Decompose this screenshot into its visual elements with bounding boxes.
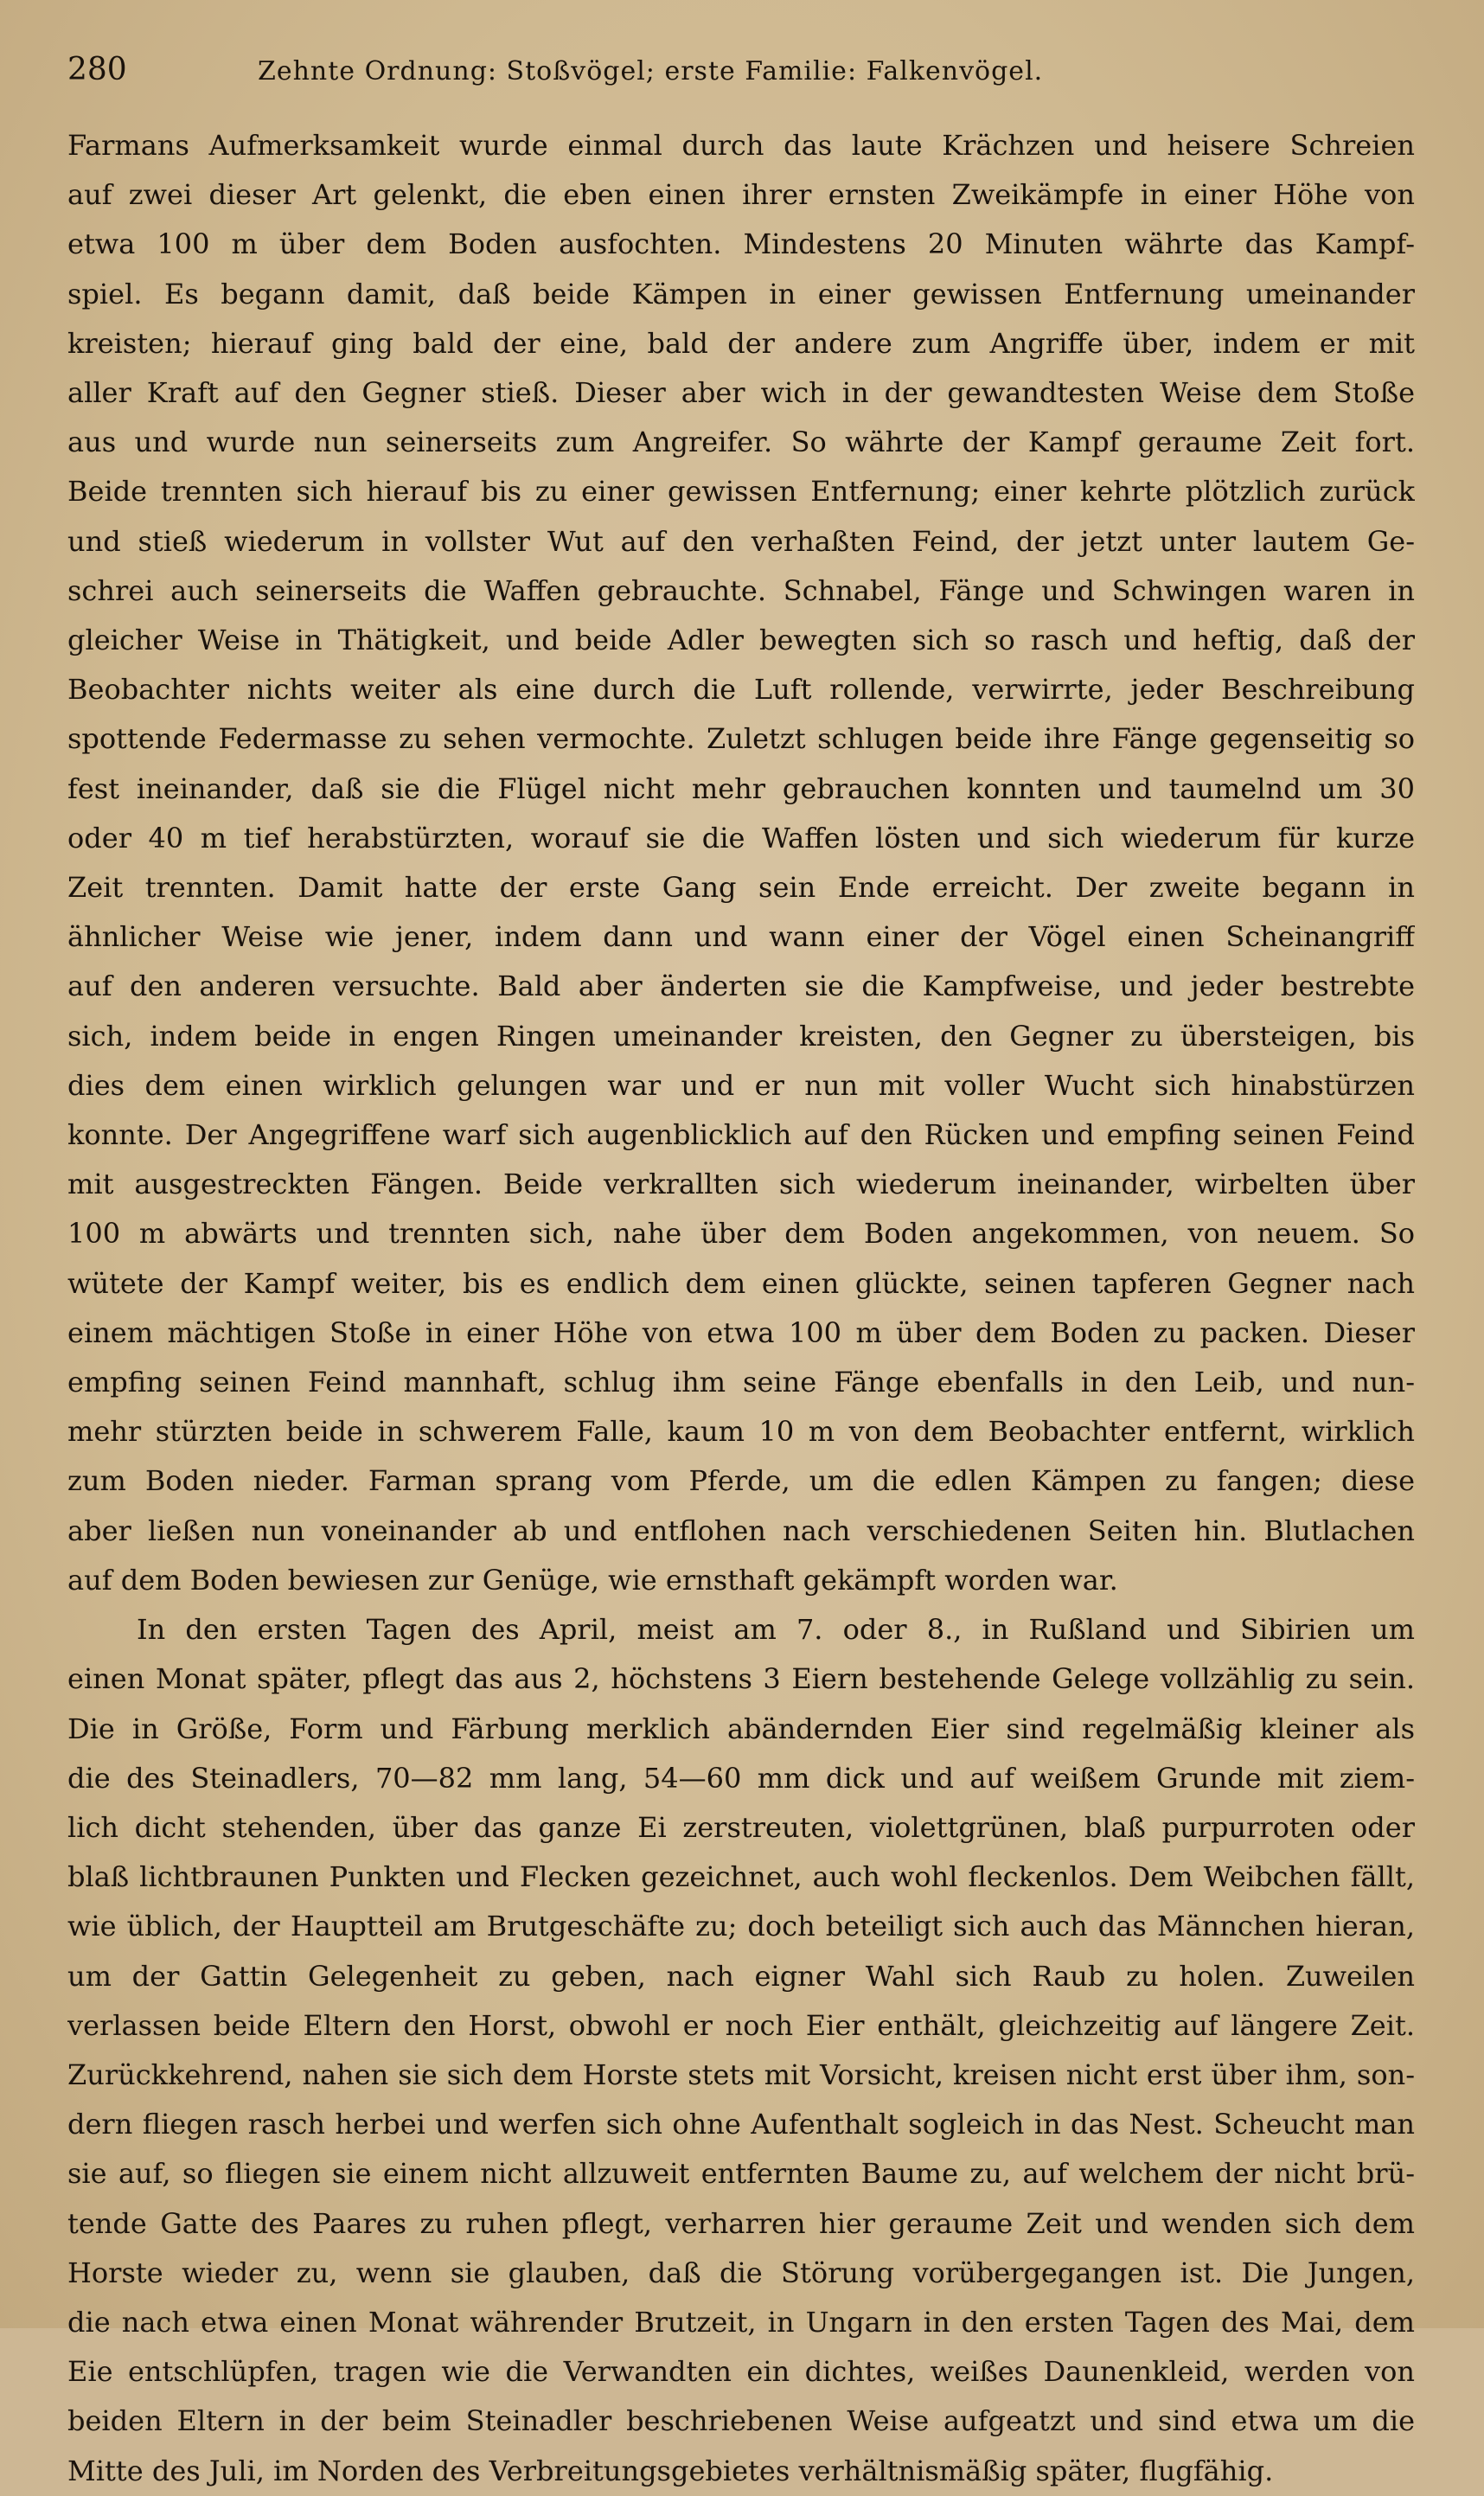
text-line: aus und wurde nun seinerseits zum Angreifer. So währte der Kampf geraume Zeit fort. (67, 426, 1415, 459)
body-text (67, 121, 1415, 2496)
text-line: wie üblich, der Hauptteil am Brutgeschäfte zu; doch beteiligt sich auch das Männchen hieran, (67, 1910, 1415, 1943)
text-line: gleicher Weise in Thätigkeit, und beide Adler bewegten sich so rasch und heftig, daß der (67, 624, 1415, 657)
text-line: sie auf, so fliegen sie einem nicht allzuweit entfernten Baume zu, auf welchem der nicht brü- (67, 2157, 1415, 2191)
text-line: mehr stürzten beide in schwerem Falle, kaum 10 m von dem Beobachter entfernt, wirklich (67, 1415, 1415, 1449)
text-line: lich dicht stehenden, über das ganze Ei zerstreuten, violettgrünen, blaß purpurroten oder (67, 1810, 1415, 1844)
text-line: mit ausgestreckten Fängen. Beide verkrallten sich wiederum ineinander, wirbelten über (67, 1168, 1415, 1201)
text-line: auf zwei dieser Art gelenkt, die eben einen ihrer ernsten Zweikämpfe in einer Höhe von (67, 178, 1415, 212)
text-line: einen Monat später, pflegt das aus 2, höchstens 3 Eiern bestehende Gelege vollzählig zu sein. (67, 1662, 1415, 1696)
text-line: aber ließen nun voneinander ab und entflohen nach verschiedenen Seiten hin. Blutlachen (67, 1514, 1415, 1547)
text-line: Beobachter nichts weiter als eine durch die Luft rollende, verwirrte, jeder Beschreibung (67, 673, 1415, 707)
text-line: Farmans Aufmerksamkeit wurde einmal durch das laute Krächzen und heisere Schreien (67, 129, 1415, 162)
text-line: zum Boden nieder. Farman sprang vom Pferde, um die edlen Kämpen zu fangen; diese (67, 1464, 1415, 1498)
text-line: einem mächtigen Stoße in einer Höhe von etwa 100 m über dem Boden zu packen. Dieser (67, 1315, 1415, 1349)
text-line: Mitte des Juli, im Norden des Verbreitungsgebietes verhältnismäßig später, flugfähig. (67, 2454, 1274, 2487)
text-line: auf den anderen versuchte. Bald aber änderten sie die Kampfweise, und jeder bestrebte (67, 970, 1415, 1003)
text-line: tende Gatte des Paares zu ruhen pflegt, verharren hier geraume Zeit und wenden sich dem (67, 2206, 1415, 2240)
paragraph-1 (67, 121, 1415, 1605)
text-line: dies dem einen wirklich gelungen war und er nun mit voller Wucht sich hinabstürzen (67, 1068, 1415, 1102)
text-line: fest ineinander, daß sie die Flügel nicht mehr gebrauchen konnten und taumelnd um 30 (67, 771, 1415, 805)
paragraph-2 (67, 1605, 1415, 2496)
text-line: auf dem Boden bewiesen zur Genüge, wie ernsthaft gekämpft worden war. (67, 1563, 1118, 1597)
text-line: und stieß wiederum in vollster Wut auf den verhaßten Feind, der jetzt unter lautem Ge- (67, 524, 1415, 558)
text-line: Beide trennten sich hierauf bis zu einer gewissen Entfernung; einer kehrte plötzlich zurück (67, 475, 1415, 509)
text-line: wütete der Kampf weiter, bis es endlich dem einen glückte, seinen tapferen Gegner nach (67, 1266, 1415, 1300)
text-line: blaß lichtbraunen Punkten und Flecken gezeichnet, auch wohl fleckenlos. Dem Weibchen fällt, (67, 1860, 1415, 1894)
text-line: sich, indem beide in engen Ringen umeinander kreisten, den Gegner zu übersteigen, bis (67, 1019, 1415, 1053)
text-line: verlassen beide Eltern den Horst, obwohl er noch Eier enthält, gleichzeitig auf längere Zeit. (67, 2008, 1415, 2042)
text-line: schrei auch seinerseits die Waffen gebrauchte. Schnabel, Fänge und Schwingen waren in (67, 573, 1415, 607)
text-line: kreisten; hierauf ging bald der eine, bald der andere zum Angriffe über, indem er mit (67, 326, 1415, 360)
text-line: konnte. Der Angegriffene warf sich augenblicklich auf den Rücken und empfing seinen Feind (67, 1118, 1415, 1152)
text-line: oder 40 m tief herabstürzten, worauf sie die Waffen lösten und sich wiederum für kurze (67, 821, 1415, 854)
text-line: Zeit trennten. Damit hatte der erste Gang sein Ende erreicht. Der zweite begann in (67, 871, 1415, 905)
text-line: beiden Eltern in der beim Steinadler beschriebenen Weise aufgeatzt und sind etwa um die (67, 2404, 1415, 2438)
page-number: 280 (67, 52, 127, 87)
text-line: die nach etwa einen Monat währender Brutzeit, in Ungarn in den ersten Tagen des Mai, dem (67, 2305, 1415, 2339)
text-line: um der Gattin Gelegenheit zu geben, nach eigner Wahl sich Raub zu holen. Zuweilen (67, 1959, 1415, 1993)
text-line: die des Steinadlers, 70—82 mm lang, 54—60 mm dick und auf weißem Grunde mit ziem- (67, 1761, 1415, 1795)
text-line: In den ersten Tagen des April, meist am 7. oder 8., in Rußland und Sibirien um (137, 1613, 1415, 1647)
text-line: Zurückkehrend, nahen sie sich dem Horste stets mit Vorsicht, kreisen nicht erst über ihm, son- (67, 2058, 1415, 2091)
text-line: empfing seinen Feind mannhaft, schlug ihm seine Fänge ebenfalls in den Leib, und nun- (67, 1366, 1415, 1399)
text-line: Die in Größe, Form und Färbung merklich abändernden Eier sind regelmäßig kleiner als (67, 1712, 1415, 1745)
text-line: 100 m abwärts und trennten sich, nahe über dem Boden angekommen, von neuem. So (67, 1217, 1415, 1251)
text-line: dern fliegen rasch herbei und werfen sich ohne Aufenthalt sogleich in das Nest. Scheucht man (67, 2108, 1415, 2141)
text-line: aller Kraft auf den Gegner stieß. Dieser aber wich in der gewandtesten Weise dem Stoße (67, 376, 1415, 410)
text-line: etwa 100 m über dem Boden ausfochten. Mindestens 20 Minuten währte das Kampf- (67, 227, 1415, 261)
text-line: Horste wieder zu, wenn sie glauben, daß die Störung vorübergegangen ist. Die Jungen, (67, 2256, 1415, 2289)
page-header (67, 52, 1415, 104)
text-line: ähnlicher Weise wie jener, indem dann und wann einer der Vögel einen Scheinangriff (67, 920, 1415, 954)
text-line: spiel. Es begann damit, daß beide Kämpen in einer gewissen Entfernung umeinander (67, 277, 1415, 310)
text-line: Eie entschlüpfen, tragen wie die Verwandten ein dichtes, weißes Daunenkleid, werden von (67, 2355, 1415, 2389)
running-head: Zehnte Ordnung: Stoßvögel; erste Familie: Falkenvögel. (258, 56, 1044, 86)
text-line: spottende Federmasse zu sehen vermochte. Zuletzt schlugen beide ihre Fänge gegenseitig so (67, 722, 1415, 756)
